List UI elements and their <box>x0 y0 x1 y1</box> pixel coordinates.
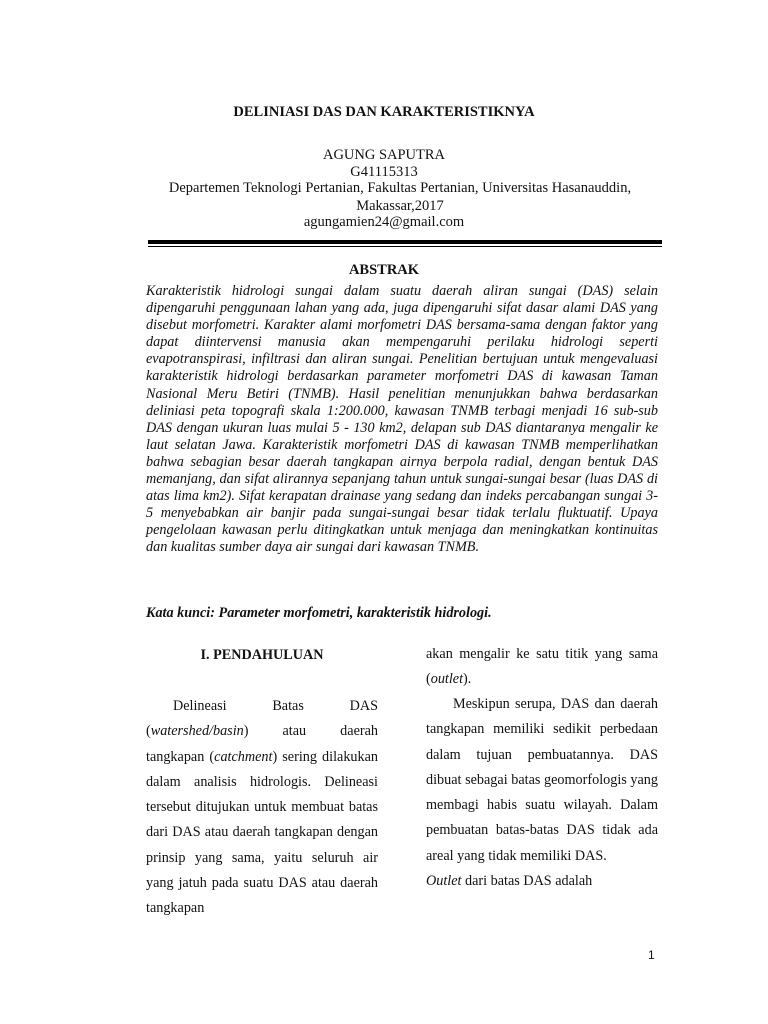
section-heading: I. PENDAHULUAN <box>200 647 324 663</box>
header-divider-thin <box>148 246 662 247</box>
term-catchment: catchment <box>214 748 273 765</box>
intro-paragraph-1: Delineasi Batas DAS (watershed/basin) atau daerah tangkapan (catchment) sering dilakukan dalam analisis hidrologis. Delineasi tersebut ditujukan untuk membuat batas dari DAS atau daerah tangkapan dengan prinsip yang sama, yaitu seluruh air yang jatuh pada suatu DAS atau daerah tangkapan <box>146 698 379 917</box>
page-number: 1 <box>648 948 655 962</box>
affiliation: Departemen Teknologi Pertanian, Fakultas Pertanian, Universitas Hasanauddin, Makassar,2017 <box>168 180 632 214</box>
student-id: G41115313 <box>350 164 418 180</box>
abstract-text: Karakteristik hidrologi sungai dalam suatu daerah aliran sungai (DAS) selain dipengaruhi penggunaan lahan yang ada, juga dipengaruhi sifat dasar alami DAS yang disebut morfometri. Karakter alami morfometri DAS bersama-sama dengan faktor yang dapat diintervensi manusia akan mempengaruhi perilaku hidrologi seperti evapotranspirasi, infiltrasi dan aliran sungai. Penelitian bertujuan untuk mengevaluasi karakteristik hidrologi berdasarkan parameter morfometri DAS di kawasan Taman Nasional Meru Betiri (TNMB). Hasil penelitian menunjukkan bahwa berdasarkan deliniasi peta topografi skala 1:200.000, kawasan TNMB terbagi menjadi 16 sub-sub DAS dengan ukuran luas mulai 5 - 130 km2, delapan sub DAS diantaranya mengalir ke laut selatan Jawa. Karakteristik morfometri DAS di kawasan TNMB memperlihatkan bahwa sebagian besar daerah tangkapan airnya berpola radial, dengan bentuk DAS memanjang, dan sifat alirannya sepanjang tahun untuk sungai-sungai besar (luas DAS di atas lima km2). Sifat kerapatan drainase yang sedang dan indeks percabangan sungai 3-5 menyebabkan air banjir pada sungai-sungai besar tidak terlalu fluktuatif. Upaya pengelolaan kawasan perlu ditingkatkan untuk menjaga dan meningkatkan kontinuitas dan kualitas sumber daya air sungai dari kawasan TNMB. <box>146 283 658 556</box>
intro-paragraph-3: Outlet dari batas DAS adalah <box>426 873 593 890</box>
keywords: Kata kunci: Parameter morfometri, karakteristik hidrologi. <box>146 605 492 621</box>
paper-title: DELINIASI DAS DAN KARAKTERISTIKNYA <box>233 104 535 120</box>
author-name: AGUNG SAPUTRA <box>322 147 446 163</box>
right-column-continuation: akan mengalir ke satu titik yang sama (outlet). <box>426 646 658 688</box>
abstract-heading: ABSTRAK <box>348 262 420 278</box>
term-outlet: outlet <box>430 671 464 688</box>
author-email: agungamien24@gmail.com <box>303 214 465 230</box>
left-column <box>146 694 378 922</box>
term-watershed: watershed/basin <box>150 723 244 740</box>
intro-paragraph-2: Meskipun serupa, DAS dan daerah tangkapan memiliki sedikit perbedaan dalam tujuan pembuatannya. DAS dibuat sebagai batas geomorfologis yang membagi habis suatu wilayah. Dalam pembuatan batas-batas DAS tidak ada areal yang tidak memiliki DAS. <box>426 696 658 864</box>
header-divider-thick <box>148 240 662 244</box>
right-column <box>426 692 658 894</box>
term-outlet-2: Outlet <box>426 873 462 890</box>
